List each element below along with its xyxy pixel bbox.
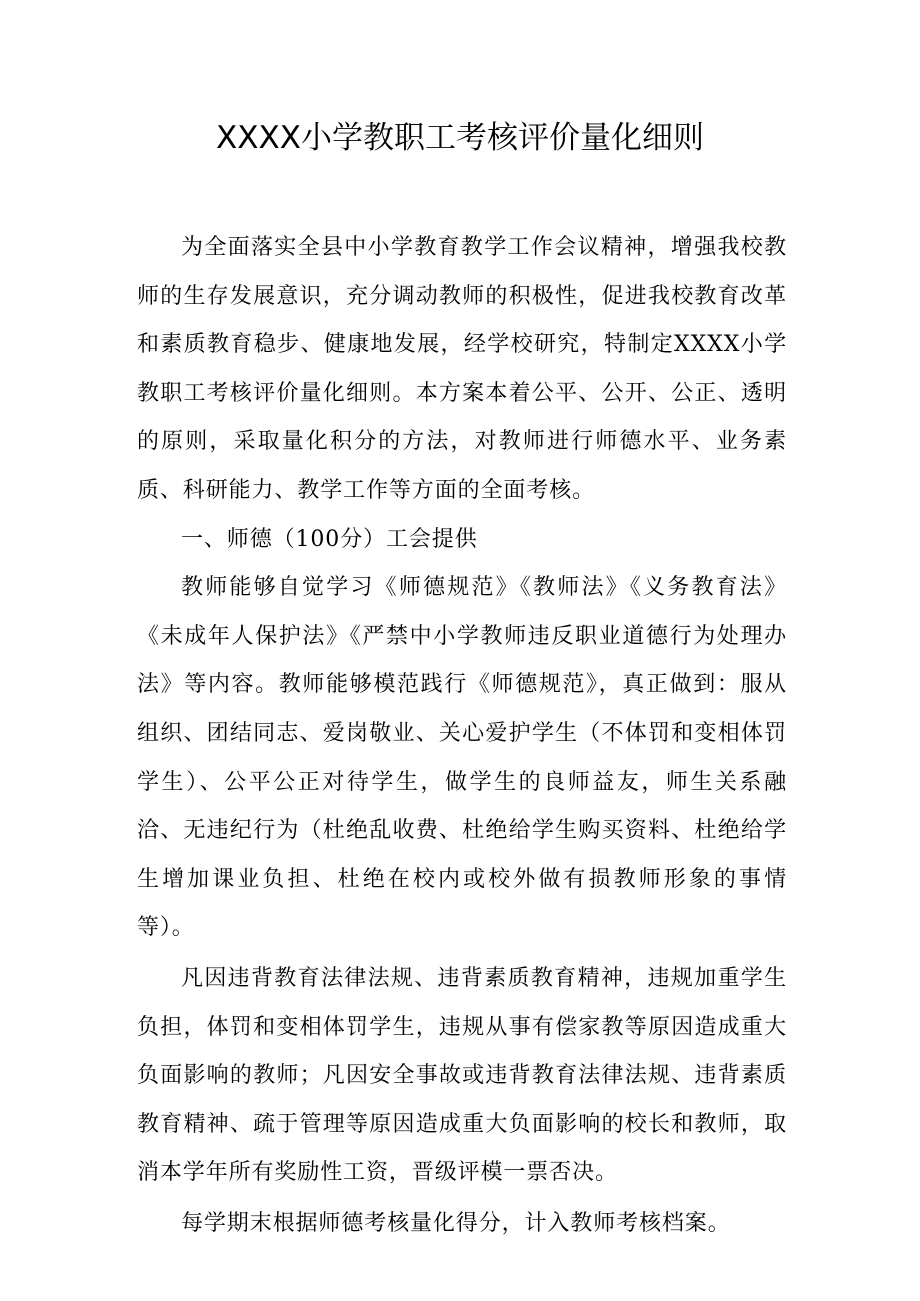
intro-paragraph: 为全面落实全县中小学教育教学工作会议精神，增强我校教师的生存发展意识，充分调动教师的积极性，促进我校教育改革和素质教育稳步、健康地发展，经学校研究，特制定XXXX小学教职工考核评价量化细则。本方案本着公平、公开、公正、透明的原则，采取量化积分的方法，对教师进行师德水平、业务素质、科研能力、教学工作等方面的全面考核。 (137, 235, 787, 503)
section-heading-teacher-ethics: 一、师德（100分）工会提供 (181, 526, 478, 552)
ethics-requirements-paragraph: 教师能够自觉学习《师德规范》《教师法》《义务教育法》《未成年人保护法》《严禁中小学教师违反职业道德行为处理办法》等内容。教师能够模范践行《师德规范》，真正做到：服从组织、团结同志、爱岗敬业、关心爱护学生（不体罚和变相体罚学生）、公平公正对待学生，做学生的良师益友，师生关系融洽、无违纪行为（杜绝乱收费、杜绝给学生购买资料、杜绝给学生增加课业负担、杜绝在校内或校外做有损教师形象的事情等）。 (137, 575, 787, 941)
document-body (137, 224, 787, 1248)
semester-assessment-paragraph: 每学期末根据师德考核量化得分，计入教师考核档案。 (181, 1210, 731, 1236)
violations-paragraph: 凡因违背教育法律法规、违背素质教育精神，违规加重学生负担，体罚和变相体罚学生，违规从事有偿家教等原因造成重大负面影响的教师；凡因安全事故或违背教育法律法规、违背素质教育精神、疏于管理等原因造成重大负面影响的校长和教师，取消本学年所有奖励性工资，晋级评模一票否决。 (137, 965, 787, 1186)
document-title: XXXX小学教职工考核评价量化细则 (216, 120, 704, 156)
